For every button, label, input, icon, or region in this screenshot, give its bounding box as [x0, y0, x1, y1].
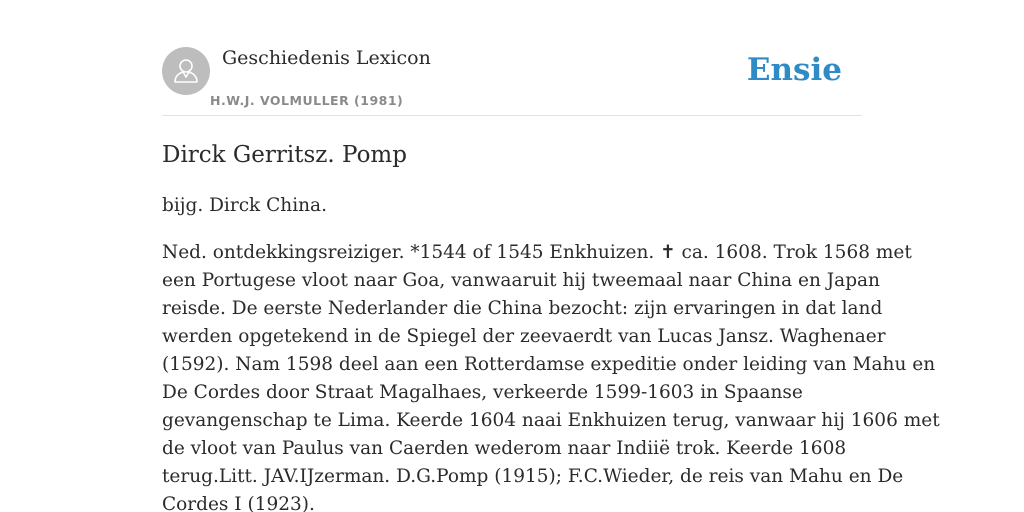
brand-logo[interactable]: Ensie	[746, 52, 842, 88]
body-line: (1592). Nam 1598 deel aan een Rotterdamse expeditie onder leiding van Mahu en	[162, 354, 936, 375]
source-author: H.W.J. VOLMULLER (1981)	[210, 93, 404, 108]
entry-alias: bijg. Dirck China.	[162, 195, 327, 216]
entry-body	[162, 239, 940, 512]
body-line: terug.Litt. JAV.IJzerman. D.G.Pomp (1915); F.C.Wieder, de reis van Mahu en De	[162, 466, 904, 487]
user-avatar-icon[interactable]	[162, 47, 210, 95]
body-line: Cordes I (1923).	[162, 494, 315, 512]
body-line: werden opgetekend in de Spiegel der zeevaerdt van Lucas Jansz. Waghenaer	[162, 326, 886, 347]
entry-container	[162, 0, 940, 512]
source-title[interactable]: Geschiedenis Lexicon	[222, 47, 431, 69]
body-line: De Cordes door Straat Magalhaes, verkeerde 1599-1603 in Spaanse	[162, 382, 803, 403]
body-line: de vloot van Paulus van Caerden wederom naar Indiië trok. Keerde 1608	[162, 438, 847, 459]
body-line: een Portugese vloot naar Goa, vanwaaruit hij tweemaal naar China en Japan	[162, 270, 880, 291]
page-title: Dirck Gerritsz. Pomp	[162, 142, 407, 168]
source-header	[162, 0, 862, 116]
body-line: gevangenschap te Lima. Keerde 1604 naai Enkhuizen terug, vanwaar hij 1606 met	[162, 410, 940, 431]
body-line: Ned. ontdekkingsreiziger. *1544 of 1545 Enkhuizen. ✝ ca. 1608. Trok 1568 met	[162, 242, 912, 263]
body-line: reisde. De eerste Nederlander die China bezocht: zijn ervaringen in dat land	[162, 298, 883, 319]
